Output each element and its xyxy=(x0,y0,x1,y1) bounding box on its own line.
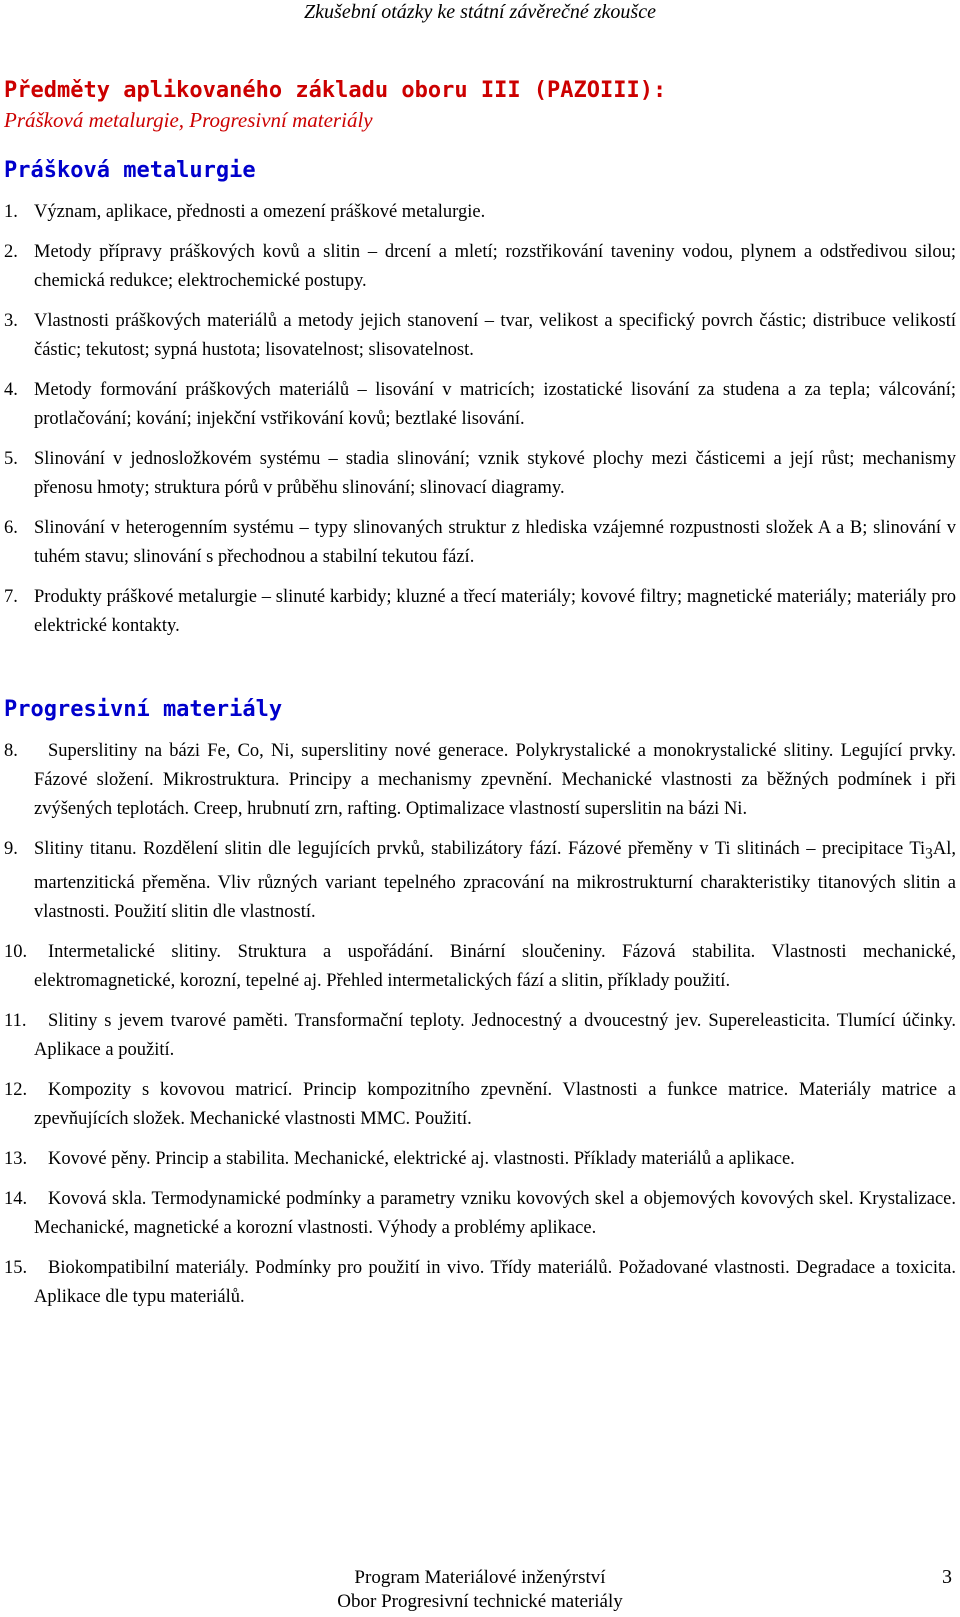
question-number: 10. xyxy=(4,941,28,962)
question-text: Kompozity s kovovou matricí. Princip kompozitního zpevnění. Vlastnosti a funkce matrice. Materiály matrice a zpevňujících složek. Mechanické vlastnosti MMC. Použití. xyxy=(34,1079,956,1129)
question-number: 5. xyxy=(4,449,18,469)
question-number: 15. xyxy=(4,1257,28,1278)
page-number: 3 xyxy=(942,1566,952,1588)
question-text: Slitiny titanu. Rozdělení slitin dle legujících prvků, stabilizátory fází. Fázové přeměny v Ti slitinách – precipitace Ti xyxy=(34,839,926,859)
question-number: 13. xyxy=(4,1148,28,1169)
question-item xyxy=(0,445,956,503)
subscript: 3 xyxy=(925,845,933,863)
question-text: Vlastnosti práškových materiálů a metody jejich stanovení – tvar, velikost a specifický povrch částic; distribuce velikostí částic; tekutost; sypná hustota; lisovatelnost; slisovatelnost. xyxy=(34,311,956,360)
question-text: Produkty práškové metalurgie – slinuté karbidy; kluzné a třecí materiály; kovové filtry; magnetické materiály; materiály pro elektrické kontakty. xyxy=(34,587,956,636)
question-text: Slinování v jednosložkovém systému – stadia slinování; vznik stykové plochy mezi částicemi a její růst; mechanismy přenosu hmoty; struktura pórů v průběhu slinování; slinovací diagramy. xyxy=(34,449,956,498)
question-number: 2. xyxy=(4,242,18,262)
question-item xyxy=(0,938,956,996)
footer-field: Obor Progresivní technické materiály xyxy=(337,1591,623,1612)
question-item xyxy=(0,835,956,927)
question-text: Metody formování práškových materiálů – lisování v matricích; izostatické lisování za studena a za tepla; válcování; protlačování; kování; injekční vstřikování kovů; beztlaké lisování. xyxy=(34,380,956,429)
question-item xyxy=(0,307,956,365)
question-item xyxy=(0,1007,956,1065)
question-item xyxy=(0,198,956,227)
section-heading-progressive-materials: Progresivní materiály xyxy=(4,697,283,722)
question-item xyxy=(0,1254,956,1312)
question-item xyxy=(0,1145,956,1174)
question-text: Biokompatibilní materiály. Podmínky pro použití in vivo. Třídy materiálů. Požadované vlastnosti. Degradace a toxicita. Aplikace dle typu materiálů. xyxy=(34,1257,956,1307)
question-number: 9. xyxy=(4,839,18,859)
question-item xyxy=(0,1076,956,1134)
question-number: 6. xyxy=(4,518,18,538)
question-number: 3. xyxy=(4,311,18,331)
question-number: 8. xyxy=(4,741,18,761)
question-text: Intermetalické slitiny. Struktura a uspořádání. Binární sloučeniny. Fázová stabilita. Vlastnosti mechanické, elektromagnetické, korozní, tepelné aj. Přehled intermetalických fází a slitin, příklady použití. xyxy=(34,941,956,991)
question-number: 11. xyxy=(4,1010,27,1031)
question-item xyxy=(0,583,956,641)
question-number: 1. xyxy=(4,202,18,222)
question-number: 7. xyxy=(4,587,18,607)
section-heading-powder-metallurgy: Prášková metalurgie xyxy=(4,158,256,183)
question-item xyxy=(0,1185,956,1243)
question-text: Slitiny s jevem tvarové paměti. Transformační teploty. Jednocestný a dvoucestný jev. Supereleasticita. Tlumící účinky. Aplikace a použití. xyxy=(34,1010,956,1060)
question-list-progressive-materials xyxy=(0,737,960,1312)
question-list-powder-metallurgy xyxy=(0,198,960,641)
question-text: Význam, aplikace, přednosti a omezení práškové metalurgie. xyxy=(34,202,486,222)
page-subtitle: Prášková metalurgie, Progresivní materiály xyxy=(4,108,373,132)
footer-program: Program Materiálové inženýrství xyxy=(354,1567,606,1588)
page-header: Zkušební otázky ke státní závěrečné zkoušce xyxy=(304,1,656,23)
question-text: Kovová skla. Termodynamické podmínky a parametry vzniku kovových skel a objemových kovových skel. Krystalizace. Mechanické, magnetické a korozní vlastnosti. Výhody a problémy aplikace. xyxy=(34,1188,956,1238)
question-text: Metody přípravy práškových kovů a slitin – drcení a mletí; rozstřikování taveniny vodou, plynem a odstředivou silou; chemická redukce; elektrochemické postupy. xyxy=(34,242,956,291)
question-number: 12. xyxy=(4,1079,28,1100)
question-item xyxy=(0,238,956,296)
page-title: Předměty aplikovaného základu oboru III (PAZOIII): xyxy=(4,78,667,103)
question-text: Superslitiny na bázi Fe, Co, Ni, superslitiny nové generace. Polykrystalické a monokrystalické slitiny. Legující prvky. Fázové složení. Mikrostruktura. Principy a mechanismy zpevnění. Mechanické vlastnosti za běžných podmínek i při zvýšených teplotách. Creep, hrubnutí zrn, rafting. Optimalizace vlastností superslitin na bázi Ni. xyxy=(34,741,956,819)
question-item xyxy=(0,376,956,434)
question-text: Kovové pěny. Princip a stabilita. Mechanické, elektrické aj. vlastnosti. Příklady materiálů a aplikace. xyxy=(48,1148,795,1169)
question-number: 4. xyxy=(4,380,18,400)
question-item xyxy=(0,737,956,824)
question-text: Al, martenzitická přeměna. Vliv různých variant tepelného zpracování na mikrostrukturní charakteristiky titanových slitin a vlastnosti. Použití slitin dle vlastností. xyxy=(34,839,956,922)
question-text: Slinování v heterogenním systému – typy slinovaných struktur z hlediska vzájemné rozpustnosti složek A a B; slinování v tuhém stavu; slinování s přechodnou a stabilní tekutou fází. xyxy=(34,518,956,567)
question-number: 14. xyxy=(4,1188,28,1209)
question-item xyxy=(0,514,956,572)
